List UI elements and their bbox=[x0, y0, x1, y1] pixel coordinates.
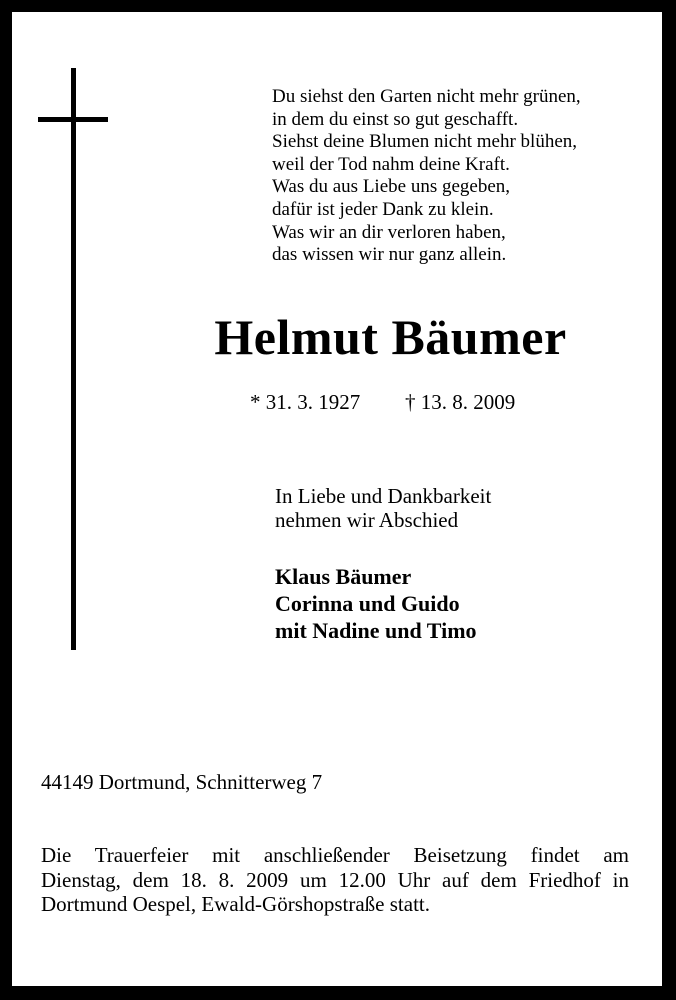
funeral-notice bbox=[41, 843, 629, 917]
poem-line: Was wir an dir verloren haben, bbox=[272, 221, 506, 243]
birth-date: * 31. 3. 1927 bbox=[250, 390, 361, 414]
mourner-name: Corinna und Guido bbox=[275, 591, 460, 616]
poem-line: in dem du einst so gut geschafft. bbox=[272, 108, 519, 130]
notice-line: Die Trauerfeier mit anschließender Beisetzung findet am bbox=[41, 843, 629, 867]
poem-line: dafür ist jeder Dank zu klein. bbox=[272, 198, 494, 220]
mourner-name: Klaus Bäumer bbox=[275, 564, 412, 589]
poem-line: Siehst deine Blumen nicht mehr blühen, bbox=[272, 131, 578, 153]
deceased-name: Helmut Bäumer bbox=[214, 309, 567, 365]
mourner-name: mit Nadine und Timo bbox=[275, 618, 477, 643]
poem-line: Was du aus Liebe uns gegeben, bbox=[272, 176, 511, 198]
farewell-text bbox=[275, 484, 491, 532]
death-date: † 13. 8. 2009 bbox=[405, 390, 516, 414]
poem-line: das wissen wir nur ganz allein. bbox=[272, 244, 507, 266]
poem-line: weil der Tod nahm deine Kraft. bbox=[272, 153, 510, 175]
mourners-list bbox=[275, 563, 477, 644]
notice-line: Dortmund Oespel, Ewald-Görshopstraße statt. bbox=[41, 892, 431, 916]
farewell-line: nehmen wir Abschied bbox=[275, 508, 459, 532]
poem-line: Du siehst den Garten nicht mehr grünen, bbox=[272, 86, 581, 107]
address: 44149 Dortmund, Schnitterweg 7 bbox=[41, 770, 323, 794]
farewell-line: In Liebe und Dankbarkeit bbox=[275, 484, 492, 508]
notice-line: Dienstag, dem 18. 8. 2009 um 12.00 Uhr auf dem Friedhof in bbox=[41, 867, 629, 892]
poem bbox=[272, 86, 581, 267]
cross-icon-bar bbox=[38, 117, 108, 122]
